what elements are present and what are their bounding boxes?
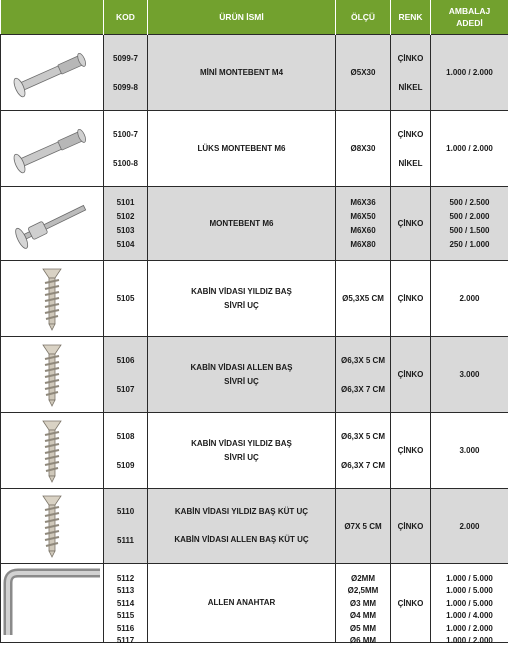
product-size: Ø6 MM: [350, 635, 376, 648]
product-name: MİNİ MONTEBENT M4: [200, 66, 283, 80]
product-code: 5112: [117, 573, 134, 586]
screw-icon: [37, 417, 67, 483]
table-row: [1, 261, 508, 337]
product-size: Ø6,3X 5 CM: [341, 430, 385, 443]
color-cell: [391, 489, 431, 564]
product-color: NİKEL: [399, 157, 423, 170]
pack-cell: [431, 489, 508, 564]
product-size: Ø3 MM: [350, 598, 376, 611]
product-name: KABİN VİDASI ALLEN BAŞ: [191, 361, 293, 375]
pack-quantity: 1.000 / 5.000: [446, 598, 493, 611]
product-size: Ø5X30: [351, 66, 376, 79]
pack-cell: [431, 564, 508, 643]
header-size: ÖLÇÜ: [336, 0, 391, 35]
name-cell: [148, 35, 336, 111]
product-code: 5116: [117, 623, 134, 636]
product-code: 5109: [117, 459, 135, 472]
product-size: M6X80: [350, 238, 375, 251]
product-image-cell: [1, 35, 104, 111]
table-row: [1, 489, 508, 564]
pack-quantity: 3.000: [459, 368, 479, 381]
table-row: [1, 187, 508, 261]
size-cell: [336, 187, 391, 261]
header-image: [1, 0, 104, 35]
product-size: Ø8X30: [351, 142, 376, 155]
product-name: SİVRİ UÇ: [224, 451, 259, 465]
size-cell: [336, 35, 391, 111]
size-cell: [336, 337, 391, 413]
color-cell: [391, 413, 431, 489]
pack-quantity: 1.000 / 4.000: [446, 610, 493, 623]
product-code: 5111: [117, 534, 134, 547]
product-image-cell: [1, 413, 104, 489]
pack-quantity: 1.000 / 5.000: [446, 585, 493, 598]
pack-cell: [431, 261, 508, 337]
product-size: M6X36: [350, 196, 375, 209]
product-image-cell: [1, 337, 104, 413]
header-pack: AMBALAJ ADEDİ: [431, 0, 508, 35]
screw-icon: [37, 492, 67, 558]
size-cell: [336, 564, 391, 643]
product-size: Ø6,3X 7 CM: [341, 459, 385, 472]
pack-quantity: 250 / 1.000: [449, 238, 489, 251]
product-code: 5099-8: [113, 81, 138, 94]
code-cell: [104, 413, 148, 489]
size-cell: [336, 489, 391, 564]
product-code: 5100-8: [113, 157, 138, 170]
product-size: M6X50: [350, 210, 375, 223]
size-cell: [336, 413, 391, 489]
pack-quantity: 500 / 2.500: [449, 196, 489, 209]
pack-cell: [431, 187, 508, 261]
product-name: LÜKS MONTEBENT M6: [198, 142, 286, 156]
color-cell: [391, 111, 431, 187]
code-cell: [104, 337, 148, 413]
product-size: Ø5 MM: [350, 623, 376, 636]
name-cell: [148, 337, 336, 413]
product-color: ÇİNKO: [398, 368, 424, 381]
pack-quantity: 2.000: [459, 520, 479, 533]
product-name: SİVRİ UÇ: [224, 375, 259, 389]
pack-quantity: 500 / 2.000: [449, 210, 489, 223]
name-cell: [148, 413, 336, 489]
header-row: [1, 0, 508, 35]
table-row: [1, 35, 508, 111]
product-color: ÇİNKO: [398, 520, 424, 533]
connector-bolt-nickel-icon: [4, 42, 100, 102]
product-size: Ø6,3X 7 CM: [341, 383, 385, 396]
name-cell: [148, 564, 336, 643]
product-size: Ø6,3X 5 CM: [341, 354, 385, 367]
pack-cell: [431, 35, 508, 111]
product-color: ÇİNKO: [398, 128, 424, 141]
product-code: 5104: [117, 238, 135, 251]
product-size: Ø2MM: [351, 573, 375, 586]
table-row: [1, 111, 508, 187]
code-cell: [104, 489, 148, 564]
product-color: NİKEL: [399, 81, 423, 94]
screw-icon: [37, 341, 67, 407]
table-row: [1, 337, 508, 413]
product-name: KABİN VİDASI ALLEN BAŞ KÜT UÇ: [174, 533, 308, 547]
color-cell: [391, 187, 431, 261]
product-image-cell: [1, 489, 104, 564]
product-name: KABİN VİDASI YILDIZ BAŞ: [191, 437, 292, 451]
pack-quantity: 1.000 / 5.000: [446, 573, 493, 586]
product-code: 5110: [117, 505, 134, 518]
name-cell: [148, 489, 336, 564]
product-name: SİVRİ UÇ: [224, 299, 259, 313]
product-image-cell: [1, 564, 104, 643]
name-cell: [148, 187, 336, 261]
product-code: 5108: [117, 430, 135, 443]
header-name: ÜRÜN İSMİ: [148, 0, 336, 35]
product-size: Ø4 MM: [350, 610, 376, 623]
product-code: 5103: [117, 224, 135, 237]
pack-quantity: 1.000 / 2.000: [446, 142, 493, 155]
product-color: ÇİNKO: [398, 52, 424, 65]
pack-quantity: 3.000: [459, 444, 479, 457]
header-code: KOD: [104, 0, 148, 35]
code-cell: [104, 111, 148, 187]
pack-quantity: 2.000: [459, 292, 479, 305]
product-size: M6X60: [350, 224, 375, 237]
product-name: ALLEN ANAHTAR: [208, 596, 276, 610]
product-name: MONTEBENT M6: [210, 217, 274, 231]
code-cell: [104, 564, 148, 643]
name-cell: [148, 261, 336, 337]
pack-quantity: 1.000 / 2.000: [446, 66, 493, 79]
product-code: 5099-7: [113, 52, 138, 65]
product-code: 5117: [117, 635, 134, 648]
name-cell: [148, 111, 336, 187]
product-image-cell: [1, 111, 104, 187]
product-code: 5115: [117, 610, 134, 623]
code-cell: [104, 261, 148, 337]
product-color: ÇİNKO: [398, 292, 424, 305]
product-image-cell: [1, 261, 104, 337]
pack-cell: [431, 337, 508, 413]
size-cell: [336, 111, 391, 187]
product-code: 5105: [117, 292, 135, 305]
pack-cell: [431, 413, 508, 489]
product-name: KABİN VİDASI YILDIZ BAŞ: [191, 285, 292, 299]
product-code: 5106: [117, 354, 135, 367]
allen-key-icon: [2, 565, 102, 639]
product-code: 5100-7: [113, 128, 138, 141]
pack-quantity: 1.000 / 2.000: [446, 623, 493, 636]
screw-icon: [37, 265, 67, 331]
product-color: ÇİNKO: [398, 597, 424, 610]
table-row: [1, 413, 508, 489]
pack-quantity: 500 / 1.500: [449, 224, 489, 237]
product-size: Ø5,3X5 CM: [342, 292, 384, 305]
product-code: 5101: [117, 196, 135, 209]
product-color: ÇİNKO: [398, 444, 424, 457]
product-code: 5114: [117, 598, 134, 611]
color-cell: [391, 337, 431, 413]
product-size: Ø2,5MM: [348, 585, 379, 598]
product-image-cell: [1, 187, 104, 261]
product-code: 5113: [117, 585, 134, 598]
connector-bolt-zinc-icon: [4, 193, 100, 253]
product-size: Ø7X 5 CM: [344, 520, 381, 533]
color-cell: [391, 261, 431, 337]
product-code: 5107: [117, 383, 135, 396]
table-row: [1, 564, 508, 643]
color-cell: [391, 564, 431, 643]
product-name: KABİN VİDASI YILDIZ BAŞ KÜT UÇ: [175, 505, 308, 519]
product-code: 5102: [117, 210, 135, 223]
code-cell: [104, 187, 148, 261]
pack-quantity: 1.000 / 2.000: [446, 635, 493, 648]
size-cell: [336, 261, 391, 337]
product-color: ÇİNKO: [398, 217, 424, 230]
connector-bolt-nickel-icon: [4, 118, 100, 178]
color-cell: [391, 35, 431, 111]
pack-cell: [431, 111, 508, 187]
header-color: RENK: [391, 0, 431, 35]
code-cell: [104, 35, 148, 111]
